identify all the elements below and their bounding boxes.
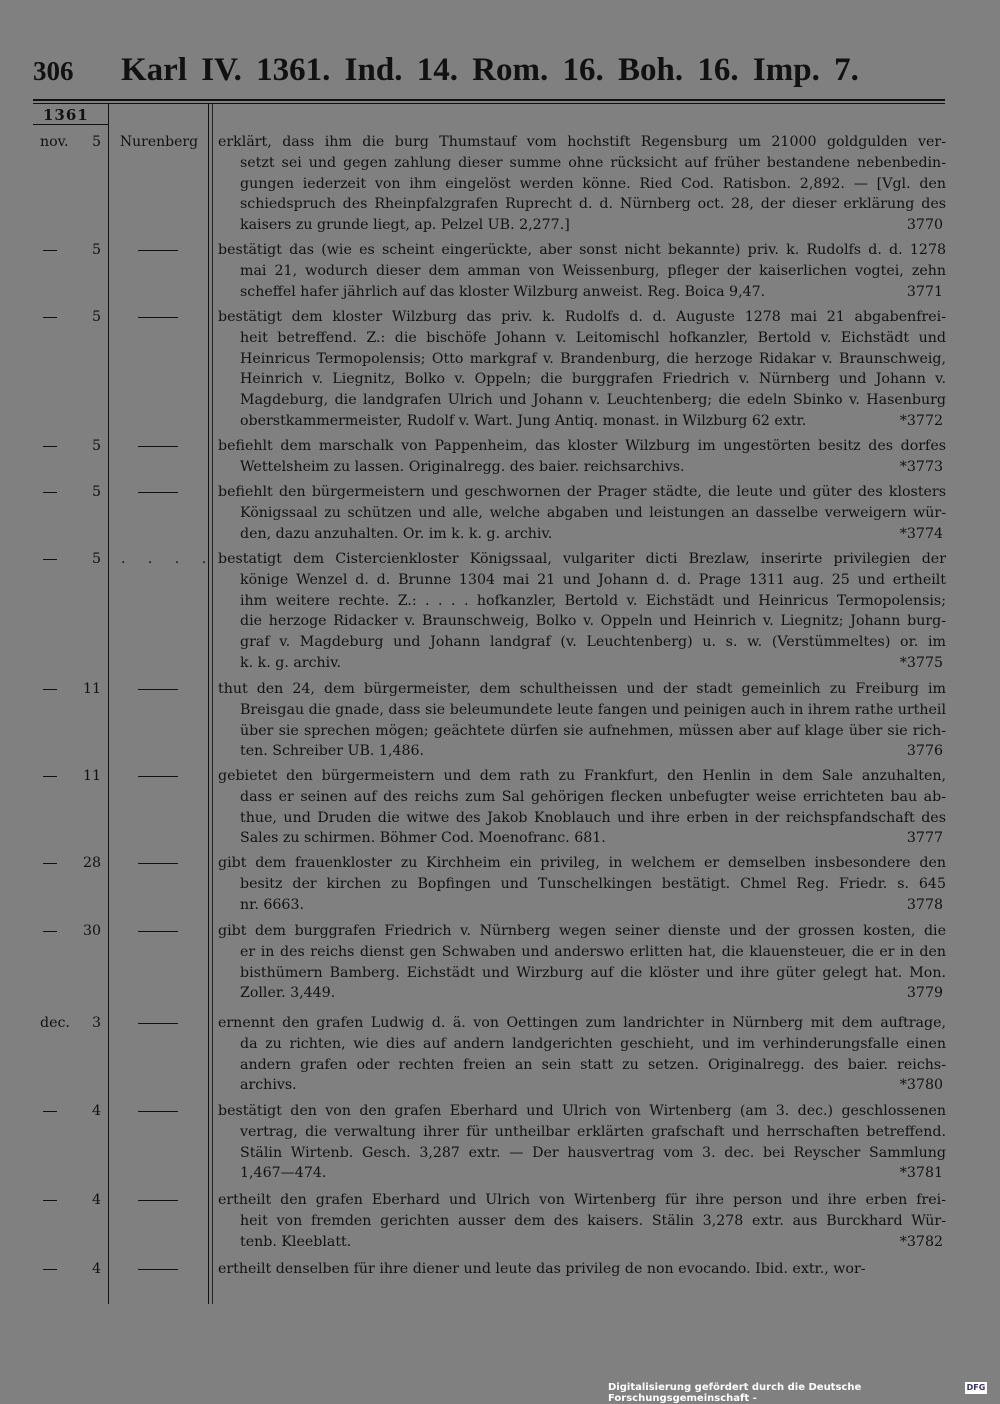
entry-line-text: könige Wenzel d. d. Brunne 1304 mai 21 und Johann d. d. Prage 1311 aug. 25 und ertheilt — [240, 571, 946, 588]
entry-day: 4 — [91, 1103, 101, 1119]
place-ditto-dash — [138, 317, 178, 318]
place-ditto-dash — [138, 446, 178, 447]
entry-line-text: archivs. — [240, 1077, 297, 1094]
entry-line-text: er in des reichs dienst gen Schwaben und anderswo erlitten hat, die klauensteuer, die er in den — [240, 943, 946, 960]
entry-line — [218, 895, 946, 916]
running-title: Karl IV. 1361. Ind. 14. Rom. 16. Boh. 16. Imp. 7. — [121, 52, 859, 88]
entry-line — [218, 874, 946, 895]
entry-line — [218, 153, 946, 174]
entry-number: *3781 — [899, 1165, 943, 1182]
entry-line-text: da zu richten, wie dies auf andern landgerichten geschieht, und im verhinderungsfalle einen — [240, 1035, 946, 1052]
entry-line-text: die herzoge Ridacker v. Braunschweig, Bolko v. Oppeln und Heinrich v. Liegnitz; Johann burg- — [240, 613, 946, 630]
entry-day: 5 — [91, 551, 101, 567]
entry-place-dots: . . . . — [121, 551, 216, 567]
entry-line — [218, 503, 946, 524]
date-column-rule — [108, 104, 109, 1304]
entry-line — [218, 766, 946, 787]
entry-line-text: Heinrich v. Liegnitz, Bolko v. Oppeln; die burggrafen Friedrich v. Nürnberg und Johann v. — [240, 371, 946, 388]
entry-line-text: heit betreffend. Z.: die bischöfe Johann v. Leitomischl hofkanzler, Bertold v. Eichstädt und — [240, 329, 946, 346]
entry-line-text: Breisgau die gnade, dass sie beleumundete leute fangen und peinigen auch in ihrem rathe urtheil — [240, 701, 946, 718]
place-column-rule — [208, 104, 209, 1304]
year-rule — [33, 124, 108, 125]
entry-line-text: bestatigt dem Cistercienkloster Königssaal, vulgariter dicti Brezlaw, inserirte privilegien der — [218, 551, 946, 567]
entry-text — [218, 1013, 946, 1096]
entry-line — [218, 436, 946, 457]
entry-text — [218, 240, 946, 302]
entry-line-text: Zoller. 3,449. — [240, 985, 336, 1002]
entry-text — [218, 1259, 946, 1280]
entry-line — [218, 307, 946, 328]
entry-line — [218, 1190, 946, 1211]
entry-line-text: über sie sprechen mögen; geächtete dürfen sie aufnehmen, müssen aber auf klage über sie rich- — [240, 722, 946, 739]
entry-line — [218, 369, 946, 390]
entry-line-text: ertheilt denselben für ihre diener und leute das privileg de non evocando. Ibid. extr., wor- — [218, 1261, 866, 1277]
entry-line — [218, 261, 946, 282]
ditto-dash — [43, 863, 57, 864]
entry-number: *3775 — [899, 654, 943, 671]
ditto-dash — [43, 559, 57, 560]
entry-number: 3779 — [906, 985, 943, 1002]
page-number: 306 — [33, 56, 74, 86]
entry-day: 4 — [91, 1192, 101, 1208]
entry-line — [218, 1122, 946, 1143]
entry-number: 3777 — [906, 830, 943, 847]
entry-line — [218, 632, 946, 653]
entry-number: *3782 — [899, 1233, 943, 1250]
entry-line-text: bestätigt dem kloster Wilzburg das priv. k. Rudolfs d. d. Auguste 1278 mai 21 abgabenfrei- — [218, 309, 946, 325]
entry-line — [218, 853, 946, 874]
footer-credit: Digitalisierung gefördert durch die Deutsche Forschungsgemeinschaft - — [608, 1382, 862, 1404]
entry-line-text: Wettelsheim zu lassen. Originalregg. des baier. reichsarchivs. — [240, 458, 685, 475]
entry-line — [218, 1143, 946, 1164]
entry-line-text: befiehlt dem marschalk von Pappenheim, das kloster Wilzburg im ungestörten besitz des dorfes — [218, 438, 946, 454]
entry-line — [218, 653, 946, 674]
entry-day: 11 — [82, 768, 101, 784]
entry-line-text: gibt dem burggrafen Friedrich v. Nürnberg wegen seiner dienste und der grossen kosten, die — [218, 923, 946, 939]
entry-line — [218, 132, 946, 153]
entry-line-text: ernennt den grafen Ludwig d. ä. von Oettingen zum landrichter in Nürnberg mit dem auftrage, — [218, 1015, 946, 1031]
entry-line — [218, 1259, 946, 1280]
entry-line — [218, 1055, 946, 1076]
entry-text — [218, 482, 946, 544]
entry-line — [218, 482, 946, 503]
year-label: 1361 — [43, 106, 89, 124]
entry-line — [218, 174, 946, 195]
entry-line — [218, 1163, 946, 1184]
entry-line-text: graf v. Magdeburg und Johann landgraf (v. Leuchtenberg) u. s. w. (Verstümmeltes) or. im — [240, 634, 946, 651]
entry-line — [218, 921, 946, 942]
ditto-dash — [43, 776, 57, 777]
entry-line-text: befiehlt den bürgermeistern und geschwornen der Prager städte, die leute und güter des klosters — [218, 484, 946, 500]
header-rule — [33, 99, 945, 101]
entry-line — [218, 808, 946, 829]
entry-text — [218, 1101, 946, 1184]
entry-line-text: den, dazu anzuhalten. Or. im k. k. g. archiv. — [240, 525, 553, 542]
entry-number: 3776 — [906, 743, 943, 760]
page-header — [33, 52, 945, 96]
entry-line-text: Stälin Wirtenb. Gesch. 3,287 extr. — Der hausvertrag vom 3. dec. bei Reyscher Sammlung — [240, 1144, 946, 1161]
place-ditto-dash — [138, 1023, 178, 1024]
header-rule-thin — [33, 103, 945, 104]
entry-number: *3773 — [899, 458, 943, 475]
place-ditto-dash — [138, 1111, 178, 1112]
ditto-dash — [43, 689, 57, 690]
place-ditto-dash — [138, 492, 178, 493]
entry-line — [218, 1075, 946, 1096]
place-ditto-dash — [138, 931, 178, 932]
entry-line — [218, 828, 946, 849]
entry-text — [218, 307, 946, 432]
ditto-dash — [43, 250, 57, 251]
ditto-dash — [43, 446, 57, 447]
place-column-rule-double — [212, 104, 213, 1304]
entry-line — [218, 240, 946, 261]
entry-line — [218, 328, 946, 349]
entry-text — [218, 766, 946, 849]
entry-line — [218, 942, 946, 963]
entry-number: 3778 — [906, 896, 943, 913]
entry-line — [218, 215, 946, 236]
entry-line — [218, 524, 946, 545]
place-ditto-dash — [138, 1269, 178, 1270]
entry-day: 5 — [91, 438, 101, 454]
entry-line — [218, 549, 946, 570]
entry-line-text: mai 21, wodurch dieser dem amman von Weissenburg, pfleger der kaiserlichen vogtei, zehn — [240, 262, 946, 279]
entry-day: 5 — [91, 484, 101, 500]
entry-text — [218, 921, 946, 1004]
entry-place: Nurenberg — [119, 134, 199, 150]
entry-text — [218, 679, 946, 762]
entry-line-text: gibt dem frauenkloster zu Kirchheim ein privileg, in welchem er demselben insbesondere den — [218, 855, 946, 871]
place-ditto-dash — [138, 250, 178, 251]
place-ditto-dash — [138, 776, 178, 777]
entry-line-text: Heinricus Termopolensis; Otto markgraf v. Brandenburg, die herzoge Ridakar v. Braunschweig, — [240, 350, 946, 367]
entry-line — [218, 721, 946, 742]
entry-line-text: besitz der kirchen zu Bopfingen und Tunschelkingen bestätigt. Chmel Reg. Friedr. s. 645 — [240, 875, 946, 892]
entry-line-text: heit von fremden gerichten ausser dem des kaisers. Stälin 3,278 extr. aus Burckhard Wür- — [240, 1212, 946, 1229]
entry-line-text: k. k. g. archiv. — [240, 654, 342, 671]
entry-day: 5 — [91, 134, 101, 150]
entry-day: 5 — [91, 309, 101, 325]
entry-line — [218, 741, 946, 762]
entry-line-text: tenb. Kleeblatt. — [240, 1233, 352, 1250]
place-ditto-dash — [138, 689, 178, 690]
entry-line — [218, 194, 946, 215]
entry-line — [218, 787, 946, 808]
entry-line — [218, 983, 946, 1004]
entry-day: 5 — [91, 242, 101, 258]
entry-line — [218, 700, 946, 721]
entry-text — [218, 549, 946, 674]
entry-line-text: ertheilt den grafen Eberhard und Ulrich von Wirtenberg für ihre person und ihre erben frei- — [218, 1192, 946, 1208]
entry-text — [218, 132, 946, 236]
entry-line-text: erklärt, dass ihm die burg Thumstauf vom hochstift Regensburg um 21000 goldgulden ver- — [218, 134, 946, 150]
entry-line — [218, 963, 946, 984]
place-ditto-dash — [138, 1200, 178, 1201]
entry-line-text: setzt sei und gegen zahlung dieser summe ohne rücksicht auf früher bestandene nebenbedin- — [240, 154, 946, 171]
entry-line-text: andern grafen oder rechten freien an sein statt zu setzen. Originalregg. des baier. reichs- — [240, 1056, 946, 1073]
entry-line — [218, 591, 946, 612]
entry-line-text: Königssaal zu schützen und alle, welche abgaben und leistungen an dasselbe verweigern wür- — [240, 504, 946, 521]
entry-line-text: kaisers zu grunde liegt, ap. Pelzel UB. 2,277.] — [240, 217, 570, 234]
entry-line-text: Magdeburg, die landgrafen Ulrich und Johann v. Leuchtenberg; die edeln Sbinko v. Hasenburg — [240, 392, 946, 409]
entry-line-text: thue, und Druden die witwe des Jakob Knoblauch und ihre erben in der reichspfandschaft des — [240, 809, 946, 826]
dfg-logo: DFG — [966, 1383, 986, 1392]
entry-line — [218, 282, 946, 303]
entry-number: *3780 — [899, 1077, 943, 1094]
ditto-dash — [43, 931, 57, 932]
entry-line-text: ihm weitere rechte. Z.: . . . . hofkanzler, Bertold v. Eichstädt und Heinricus Termopolensis; — [240, 592, 946, 609]
entry-day: 3 — [91, 1015, 101, 1031]
entry-line — [218, 349, 946, 370]
entry-line — [218, 1101, 946, 1122]
entry-line-text: bestätigt das (wie es scheint eingerückte, aber sonst nicht bekannte) priv. k. Rudolfs d. d. 1278 — [218, 242, 946, 258]
ditto-dash — [43, 492, 57, 493]
ditto-dash — [43, 1269, 57, 1270]
place-ditto-dash — [138, 863, 178, 864]
entry-number: *3772 — [899, 412, 943, 429]
entry-line-text: thut den 24, dem bürgermeister, dem schultheissen und der stadt gemeinlich zu Freiburg im — [218, 681, 946, 697]
entry-line — [218, 457, 946, 478]
entry-text — [218, 1190, 946, 1252]
entry-line — [218, 1013, 946, 1034]
entry-line-text: vertrag, die verwaltung ihrer für untheilbar erklärten grafschaft und herrschaften betreffend. — [240, 1123, 946, 1140]
entry-text — [218, 853, 946, 915]
entry-line-text: bestätigt den von den grafen Eberhard und Ulrich von Wirtenberg (am 3. dec.) geschlossenen — [218, 1103, 946, 1119]
entry-line — [218, 570, 946, 591]
ditto-dash — [43, 317, 57, 318]
entry-line-text: Sales zu schirmen. Böhmer Cod. Moenofranc. 681. — [240, 830, 606, 847]
entry-number: 3771 — [906, 283, 943, 300]
entry-line-text: schiedspruch des Rheinpfalzgrafen Ruprecht d. d. Nürnberg oct. 28, der dieser erklärung des — [240, 196, 946, 213]
entry-line-text: gebietet den bürgermeistern und dem rath zu Frankfurt, den Henlin in dem Sale anzuhalten, — [218, 768, 946, 784]
entry-line — [218, 390, 946, 411]
entry-line — [218, 1232, 946, 1253]
entry-line-text: bisthümern Bamberg. Eichstädt und Wirzburg auf die klöster und ihre güter gelegt hat. Mon. — [240, 964, 946, 981]
entry-month: dec. — [40, 1015, 70, 1031]
entry-text — [218, 436, 946, 478]
entry-line — [218, 1034, 946, 1055]
ditto-dash — [43, 1200, 57, 1201]
entry-line-text: 1,467—474. — [240, 1165, 327, 1182]
entry-line-text: scheffel hafer jährlich auf das kloster Wilzburg anweist. Reg. Boica 9,47. — [240, 283, 766, 300]
ditto-dash — [43, 1111, 57, 1112]
entry-line-text: nr. 6663. — [240, 896, 304, 913]
entry-line-text: oberstkammermeister, Rudolf v. Wart. Jung Antiq. monast. in Wilzburg 62 extr. — [240, 412, 807, 429]
entry-line — [218, 1211, 946, 1232]
entry-line — [218, 411, 946, 432]
entry-line-text: dass er seinen auf des reichs zum Sal gehörigen flecken unbefugter weise errichteten bau ab- — [240, 788, 946, 805]
entry-line — [218, 679, 946, 700]
entry-day: 11 — [82, 681, 101, 697]
entry-day: 28 — [82, 855, 101, 871]
entry-day: 4 — [91, 1261, 101, 1277]
entry-line-text: gungen iederzeit von ihm eingelöst werden könne. Ried Cod. Ratisbon. 2,892. — [Vgl. den — [240, 175, 946, 192]
entry-number: *3774 — [899, 525, 943, 542]
entry-number: 3770 — [906, 217, 943, 234]
entry-month: nov. — [40, 134, 69, 150]
entry-day: 30 — [82, 923, 101, 939]
entry-line-text: ten. Schreiber UB. 1,486. — [240, 743, 425, 760]
entry-line — [218, 611, 946, 632]
